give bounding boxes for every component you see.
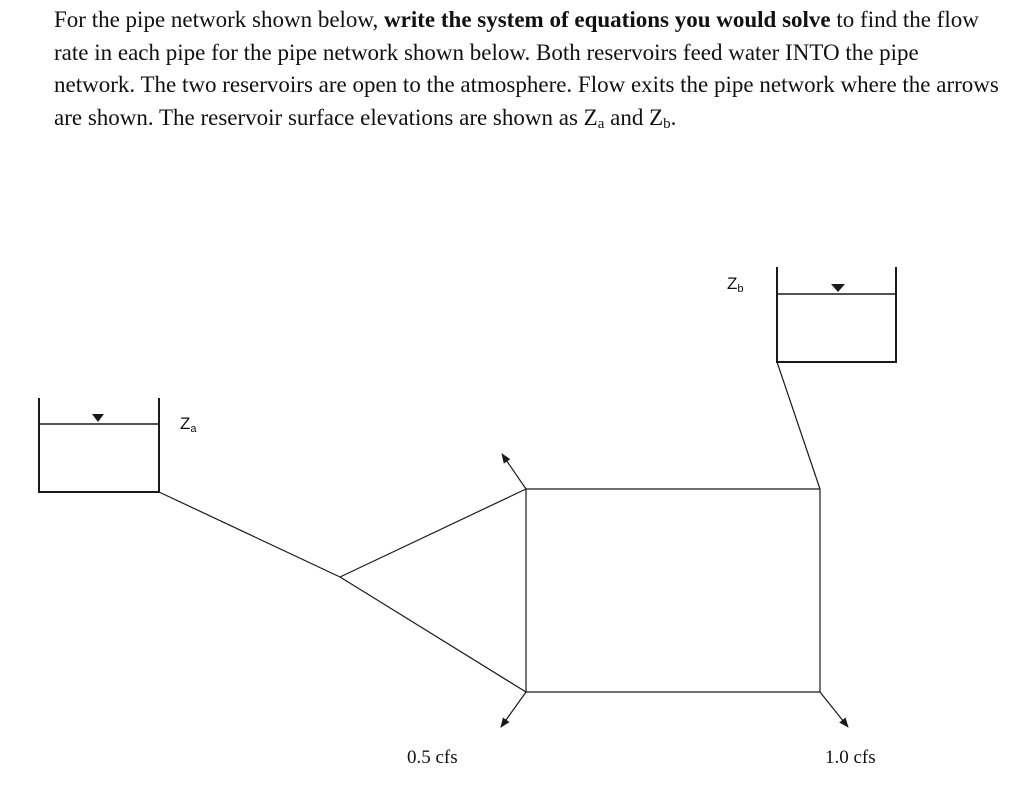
problem-intro: For the pipe network shown below, xyxy=(54,7,385,32)
reservoir-a xyxy=(39,398,159,492)
za-symbol: $Z_a$ xyxy=(583,104,605,132)
reservoir-b xyxy=(777,267,896,362)
outflow-label-bottom-left: 0.5 cfs xyxy=(407,747,458,768)
outflow-arrow-top-left-icon xyxy=(502,454,526,489)
problem-emphasis: write the system of equations you would solve xyxy=(384,7,831,32)
pipe-junction-to-bottom-left-node xyxy=(340,577,526,692)
reservoir-a-tank xyxy=(39,398,159,492)
problem-rest: to find the flow rate in each pipe for the pipe network shown below. Both reservoirs feed water INTO the pipe network. The two reservoirs are open to the atmosphere. Flow exits the pipe network where the arrows are shown. The reservoir surface elevations are shown as xyxy=(54,7,999,130)
outflow-label-bottom-right: 1.0 cfs xyxy=(825,747,876,768)
outflow-arrow-bottom-right-icon xyxy=(820,692,848,727)
reservoir-b-surface-marker-icon xyxy=(831,284,845,292)
pipe-junction-to-top-left-node xyxy=(340,489,526,577)
outflow-arrow-bottom-left-icon xyxy=(501,692,526,727)
reservoir-b-label: Zb xyxy=(727,274,744,295)
reservoir-a-label: Za xyxy=(180,414,197,435)
zb-symbol: $Z_b$ xyxy=(649,104,671,132)
pipe-reservoir-b-to-loop xyxy=(777,362,820,489)
reservoir-a-surface-marker-icon xyxy=(92,414,104,422)
pipe-reservoir-a-to-junction xyxy=(159,492,340,577)
problem-statement: For the pipe network shown below, write the system of equations you would solve to find the flow rate in each pipe for the pipe network shown below. Both reservoirs feed water INTO the pipe network. The two reservoirs are open to the atmosphere. Flow exits the pipe network where the arrows are shown. The reservoir surface elevations are shown as $Z_a$ and $Z_b$. xyxy=(54,7,999,132)
reservoir-b-tank xyxy=(777,267,896,362)
